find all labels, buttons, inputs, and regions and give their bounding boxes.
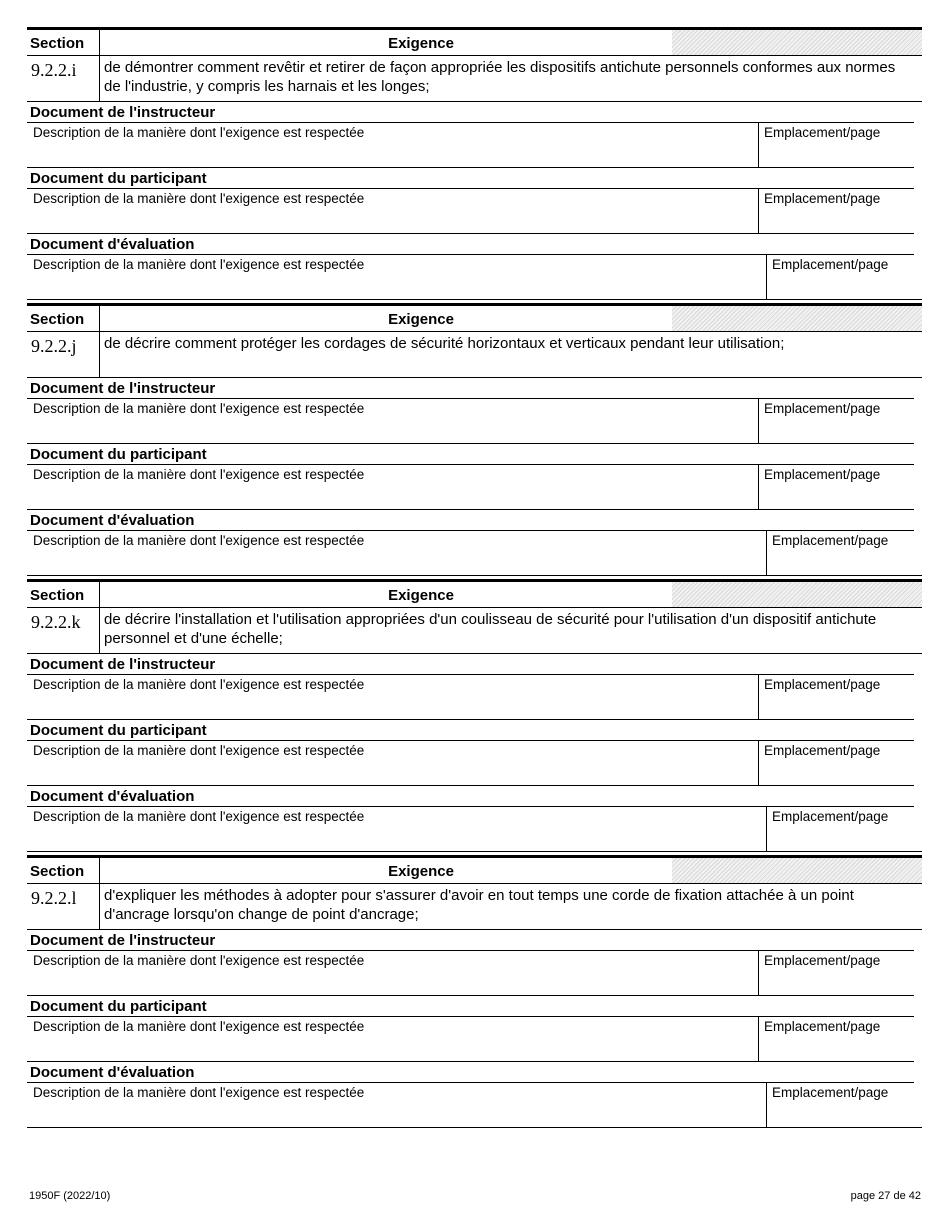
description-field[interactable] bbox=[27, 675, 759, 719]
document-title: Document du participant bbox=[27, 996, 914, 1017]
document-title: Document du participant bbox=[27, 168, 914, 189]
description-label: Description de la manière dont l'exigence est respectée bbox=[33, 467, 365, 482]
location-label: Emplacement/page bbox=[772, 1085, 889, 1100]
location-label: Emplacement/page bbox=[764, 743, 881, 758]
header-shading bbox=[672, 306, 922, 331]
location-field[interactable] bbox=[759, 123, 914, 167]
description-label: Description de la manière dont l'exigence est respectée bbox=[33, 743, 365, 758]
location-label: Emplacement/page bbox=[764, 125, 881, 140]
description-field[interactable] bbox=[27, 741, 759, 785]
description-label: Description de la manière dont l'exigence est respectée bbox=[33, 401, 365, 416]
section-row bbox=[27, 332, 922, 378]
description-label: Description de la manière dont l'exigence est respectée bbox=[33, 257, 365, 272]
description-label: Description de la manière dont l'exigence est respectée bbox=[33, 953, 365, 968]
description-field[interactable] bbox=[27, 255, 767, 299]
location-field[interactable] bbox=[759, 741, 914, 785]
exigence-column-header bbox=[100, 582, 922, 607]
section-number: 9.2.2.k bbox=[27, 608, 100, 653]
requirement-text: de décrire comment protéger les cordages de sécurité horizontaux et verticaux pendant leur utilisation; bbox=[104, 335, 785, 352]
requirement-block bbox=[27, 579, 922, 855]
document-title: Document d'évaluation bbox=[27, 1062, 914, 1083]
document-title: Document de l'instructeur bbox=[27, 654, 914, 675]
section-header bbox=[27, 855, 922, 884]
description-field[interactable] bbox=[27, 465, 759, 509]
document-row bbox=[27, 123, 914, 168]
requirement-block bbox=[27, 27, 922, 303]
section-header bbox=[27, 303, 922, 332]
location-label: Emplacement/page bbox=[764, 1019, 881, 1034]
location-field[interactable] bbox=[767, 255, 922, 299]
document-row bbox=[27, 741, 914, 786]
document-row bbox=[27, 675, 914, 720]
requirement-text: de décrire l'installation et l'utilisation appropriées d'un coulisseau de sécurité pour l'utilisation d'un dispositif antichute personnel et d'une échelle; bbox=[104, 611, 877, 647]
location-field[interactable] bbox=[759, 675, 914, 719]
section-number: 9.2.2.j bbox=[27, 332, 100, 377]
document-row bbox=[27, 255, 922, 300]
location-field[interactable] bbox=[767, 807, 922, 851]
location-field[interactable] bbox=[759, 399, 914, 443]
requirement-text: d'expliquer les méthodes à adopter pour s'assurer d'avoir en tout temps une corde de fixation attachée à un point d'ancrage lorsqu'on change de point d'ancrage; bbox=[104, 887, 854, 923]
document-row bbox=[27, 1017, 914, 1062]
document-row bbox=[27, 399, 914, 444]
requirement-block bbox=[27, 855, 922, 1131]
document-title: Document d'évaluation bbox=[27, 234, 914, 255]
section-column-header: Section bbox=[27, 30, 100, 55]
section-row bbox=[27, 56, 922, 102]
exigence-label: Exigence bbox=[388, 863, 454, 880]
page-number: page 27 de 42 bbox=[850, 1190, 921, 1202]
document-title: Document de l'instructeur bbox=[27, 378, 914, 399]
requirement-block bbox=[27, 303, 922, 579]
section-number: 9.2.2.i bbox=[27, 56, 100, 101]
document-row bbox=[27, 951, 914, 996]
description-field[interactable] bbox=[27, 807, 767, 851]
location-label: Emplacement/page bbox=[764, 191, 881, 206]
description-field[interactable] bbox=[27, 1083, 767, 1127]
section-column-header: Section bbox=[27, 858, 100, 883]
document-row bbox=[27, 465, 914, 510]
section-column-header: Section bbox=[27, 582, 100, 607]
location-label: Emplacement/page bbox=[772, 533, 889, 548]
header-shading bbox=[672, 30, 922, 55]
document-row bbox=[27, 807, 922, 852]
location-field[interactable] bbox=[767, 531, 922, 575]
description-label: Description de la manière dont l'exigence est respectée bbox=[33, 677, 365, 692]
document-row bbox=[27, 1083, 922, 1128]
description-field[interactable] bbox=[27, 189, 759, 233]
location-label: Emplacement/page bbox=[764, 953, 881, 968]
description-label: Description de la manière dont l'exigence est respectée bbox=[33, 191, 365, 206]
location-label: Emplacement/page bbox=[764, 401, 881, 416]
description-label: Description de la manière dont l'exigence est respectée bbox=[33, 125, 365, 140]
location-label: Emplacement/page bbox=[764, 467, 881, 482]
document-title: Document d'évaluation bbox=[27, 510, 914, 531]
description-field[interactable] bbox=[27, 531, 767, 575]
description-label: Description de la manière dont l'exigence est respectée bbox=[33, 1019, 365, 1034]
description-label: Description de la manière dont l'exigence est respectée bbox=[33, 809, 365, 824]
section-number: 9.2.2.l bbox=[27, 884, 100, 929]
document-row bbox=[27, 189, 914, 234]
requirement-text: de démontrer comment revêtir et retirer de façon appropriée les dispositifs antichute personnels conformes aux normes de l'industrie, y compris les harnais et les longes; bbox=[104, 59, 896, 95]
location-field[interactable] bbox=[759, 189, 914, 233]
description-field[interactable] bbox=[27, 1017, 759, 1061]
location-field[interactable] bbox=[759, 465, 914, 509]
description-field[interactable] bbox=[27, 399, 759, 443]
section-header bbox=[27, 27, 922, 56]
location-label: Emplacement/page bbox=[764, 677, 881, 692]
location-field[interactable] bbox=[767, 1083, 922, 1127]
description-label: Description de la manière dont l'exigence est respectée bbox=[33, 1085, 365, 1100]
exigence-label: Exigence bbox=[388, 35, 454, 52]
location-label: Emplacement/page bbox=[772, 257, 889, 272]
document-row bbox=[27, 531, 922, 576]
section-row bbox=[27, 608, 922, 654]
header-shading bbox=[672, 582, 922, 607]
section-header bbox=[27, 579, 922, 608]
exigence-label: Exigence bbox=[388, 587, 454, 604]
location-field[interactable] bbox=[759, 1017, 914, 1061]
exigence-label: Exigence bbox=[388, 311, 454, 328]
exigence-column-header bbox=[100, 30, 922, 55]
location-field[interactable] bbox=[759, 951, 914, 995]
section-column-header: Section bbox=[27, 306, 100, 331]
form-id: 1950F (2022/10) bbox=[29, 1190, 111, 1202]
document-title: Document de l'instructeur bbox=[27, 930, 914, 951]
form-page bbox=[27, 27, 922, 1131]
document-title: Document du participant bbox=[27, 720, 914, 741]
description-field[interactable] bbox=[27, 951, 759, 995]
document-title: Document du participant bbox=[27, 444, 914, 465]
description-label: Description de la manière dont l'exigence est respectée bbox=[33, 533, 365, 548]
location-label: Emplacement/page bbox=[772, 809, 889, 824]
exigence-column-header bbox=[100, 858, 922, 883]
section-row bbox=[27, 884, 922, 930]
description-field[interactable] bbox=[27, 123, 759, 167]
header-shading bbox=[672, 858, 922, 883]
document-title: Document d'évaluation bbox=[27, 786, 914, 807]
document-title: Document de l'instructeur bbox=[27, 102, 914, 123]
exigence-column-header bbox=[100, 306, 922, 331]
